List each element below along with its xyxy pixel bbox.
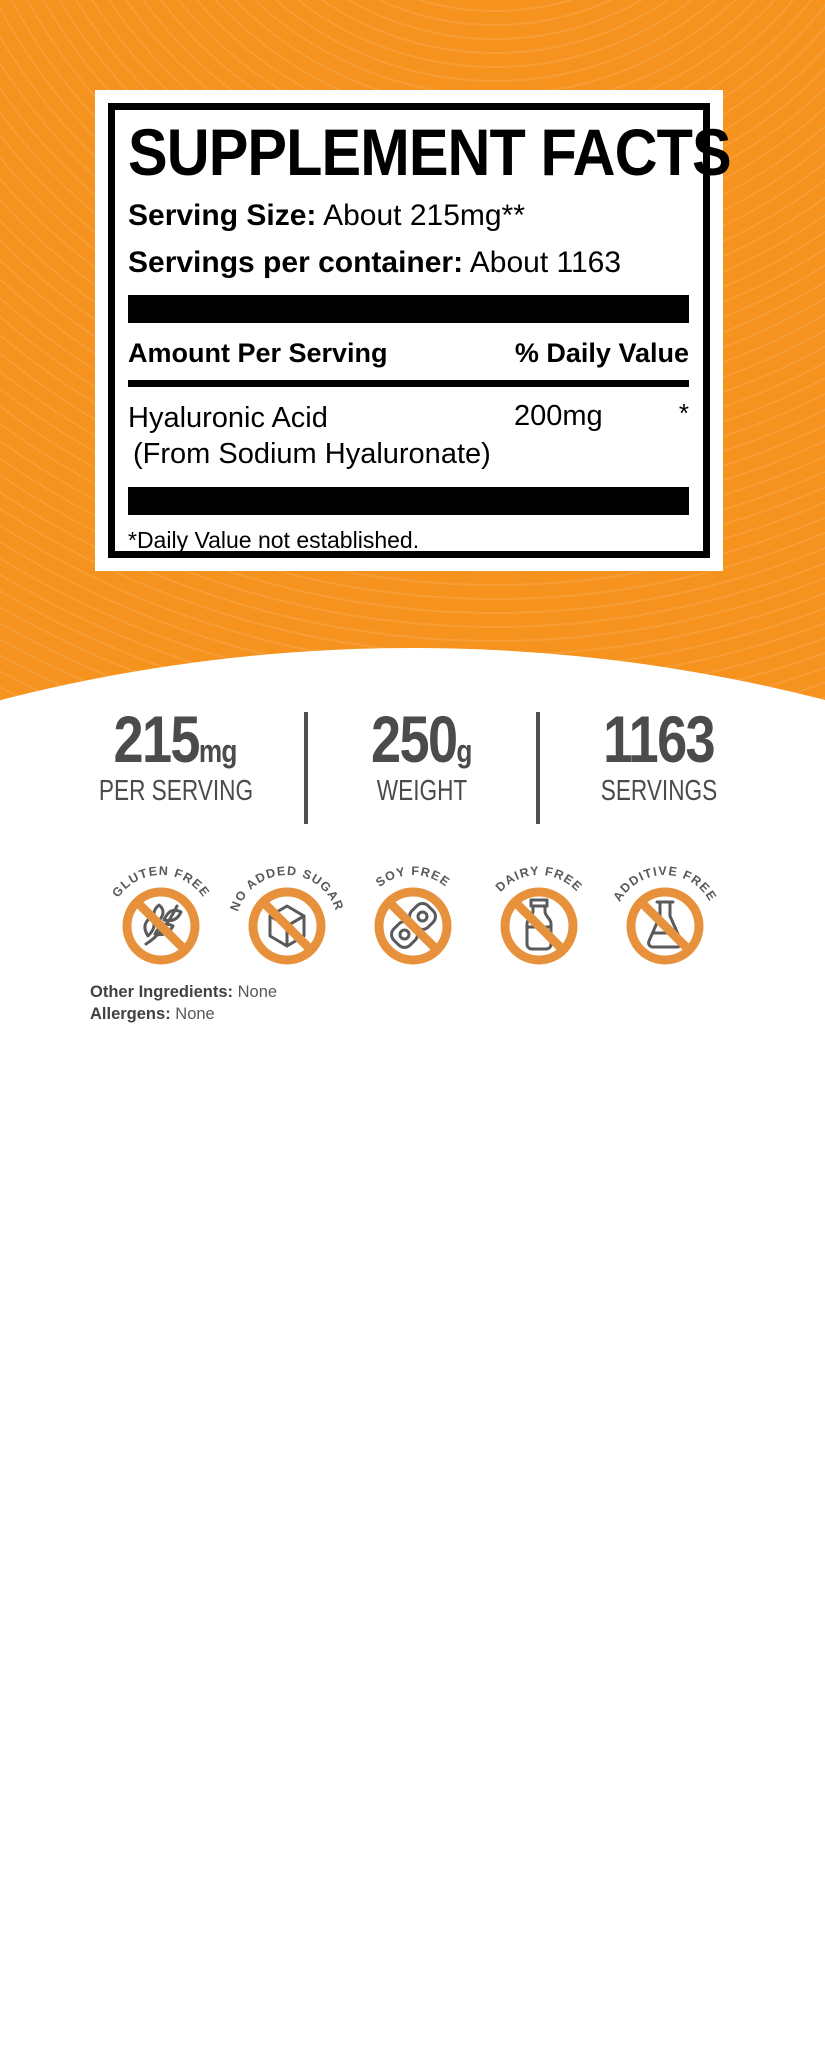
stat-per-serving-label: PER SERVING xyxy=(98,775,253,807)
footer-info xyxy=(90,981,277,1025)
serving-size-value: About 215mg** xyxy=(316,199,525,232)
no-slash-ring xyxy=(127,892,195,960)
free-from-badges-row xyxy=(0,854,825,974)
servings-per-container-line xyxy=(128,246,689,280)
soy-free-arc-label: SOY FREE xyxy=(372,863,453,890)
panel-title-row xyxy=(128,115,731,189)
stat-per-serving xyxy=(48,702,304,807)
gluten-free-badge xyxy=(98,854,224,974)
header-rule xyxy=(128,380,689,387)
supplement-facts-panel xyxy=(95,90,731,571)
daily-value-header: % Daily Value xyxy=(514,338,689,368)
other-ingredients-label: Other Ingredients: xyxy=(90,983,234,1001)
no-slash-ring xyxy=(379,892,447,960)
ingredient-daily-value: * xyxy=(678,398,689,428)
stat-weight-unit: g xyxy=(456,733,472,769)
serving-size-line xyxy=(128,199,689,233)
allergens-label: Allergens: xyxy=(90,1005,171,1023)
separator-bar-bottom xyxy=(128,487,689,515)
stat-servings-number xyxy=(603,702,714,776)
stat-per-serving-number xyxy=(113,702,238,776)
allergens-value: None xyxy=(170,1005,215,1023)
daily-value-footnote: *Daily Value not established. xyxy=(128,527,420,553)
additive-free-arc-label: ADDITIVE FREE xyxy=(609,863,720,904)
stat-weight-label: WEIGHT xyxy=(376,775,467,807)
panel-border xyxy=(108,103,731,558)
stats-row xyxy=(0,702,825,824)
ingredient-row xyxy=(128,400,689,472)
stat-servings-label: SERVINGS xyxy=(600,775,717,807)
stat-weight xyxy=(308,702,536,807)
amount-per-serving-header: Amount Per Serving xyxy=(128,338,388,368)
ingredient-source: (From Sodium Hyaluronate) xyxy=(133,438,491,470)
servings-value: About 1163 xyxy=(463,246,622,279)
panel-title: SUPPLEMENT FACTS xyxy=(128,115,731,189)
no-added-sugar-arc-label: NO ADDED SUGAR xyxy=(226,863,347,914)
additive-free-badge xyxy=(602,854,728,974)
allergens-line xyxy=(90,1003,277,1025)
table-header-row xyxy=(128,338,689,369)
serving-size-label: Serving Size: xyxy=(128,199,317,232)
no-added-sugar-badge xyxy=(224,854,350,974)
dairy-free-badge xyxy=(476,854,602,974)
stat-servings-value: 1163 xyxy=(603,702,714,776)
servings-label: Servings per container: xyxy=(128,246,464,279)
other-ingredients-value: None xyxy=(233,983,278,1001)
no-slash-ring xyxy=(253,892,321,960)
stat-per-serving-value: 215 xyxy=(113,702,200,776)
ingredient-name-block xyxy=(128,400,514,472)
stat-servings xyxy=(540,702,778,807)
ingredient-amount: 200mg xyxy=(514,400,603,432)
other-ingredients-line xyxy=(90,981,277,1003)
stat-weight-number xyxy=(371,702,472,776)
ingredient-name: Hyaluronic Acid xyxy=(128,402,328,434)
gluten-free-arc-label: GLUTEN FREE xyxy=(108,863,213,901)
stat-per-serving-unit: mg xyxy=(199,733,238,769)
stat-weight-value: 250 xyxy=(371,702,457,776)
separator-bar-top xyxy=(128,295,689,323)
soy-free-badge xyxy=(350,854,476,974)
dairy-free-arc-label: DAIRY FREE xyxy=(492,863,585,895)
